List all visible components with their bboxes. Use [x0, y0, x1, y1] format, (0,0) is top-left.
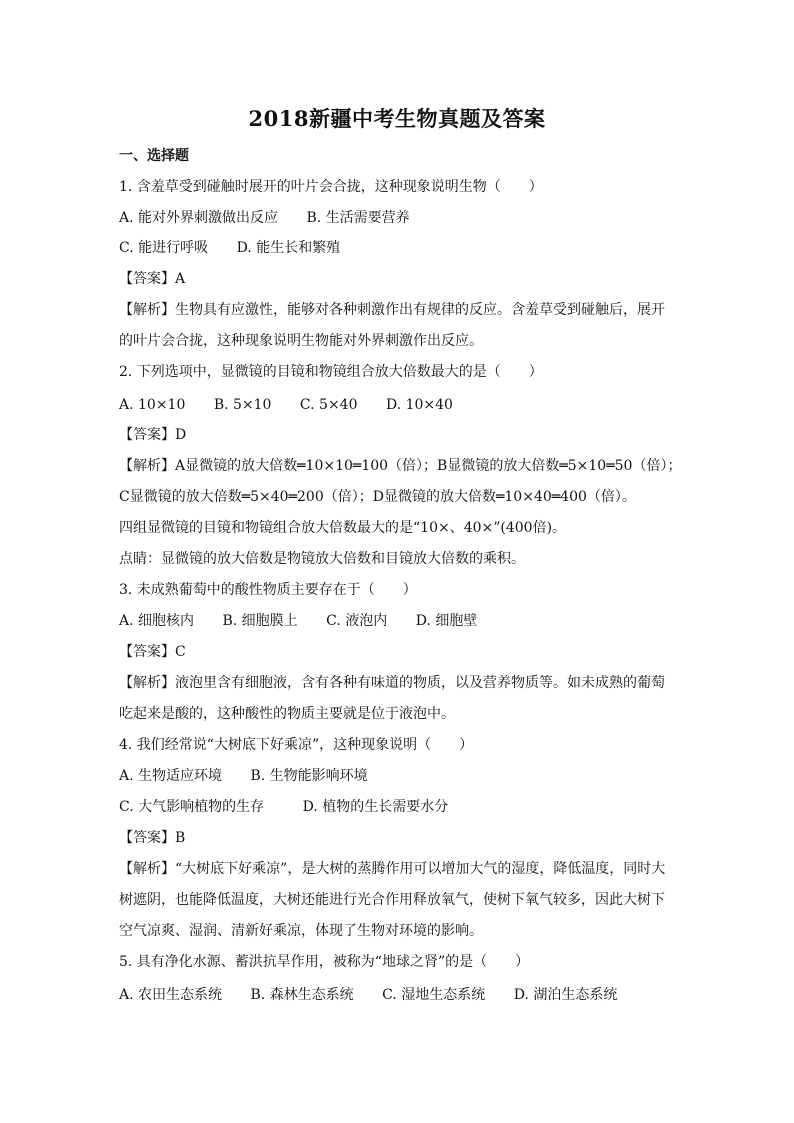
q1-option-d: D. 能生长和繁殖: [236, 240, 341, 256]
q1-option-b: B. 生活需要营养: [306, 210, 410, 226]
q2-option-a: A. 10×10: [119, 397, 186, 413]
q2-option-b: B. 5×10: [213, 397, 272, 413]
question-3-analysis-line-2: 吃起来是酸的，这种酸性的物质主要就是位于液泡中。: [119, 706, 455, 722]
question-1-analysis-line-1: 【解析】生物具有应激性，能够对各种刺激作出有规律的反应。含羞草受到碰触后，展开: [119, 302, 665, 318]
q2-option-c: C. 5×40: [299, 397, 358, 413]
q4-option-b: B. 生物能影响环境: [250, 768, 368, 784]
q3-option-d: D. 细胞壁: [415, 613, 478, 629]
question-3: 3. 未成熟葡萄中的酸性物质主要存在于（ ）: [119, 582, 417, 598]
q4-option-c: C. 大气影响植物的生存: [119, 799, 265, 815]
question-3-analysis-line-1: 【解析】液泡里含有细胞液，含有各种有味道的物质，以及营养物质等。如未成熟的葡萄: [119, 675, 665, 691]
question-1-analysis-line-2: 的叶片会合拢，这种现象说明生物能对外界刺激作出反应。: [119, 333, 483, 349]
question-4-analysis-line-3: 空气凉爽、湿润、清新好乘凉，体现了生物对环境的影响。: [119, 923, 483, 939]
question-5-options: [119, 985, 617, 1005]
question-2-analysis-line-3: 四组显微镜的目镜和物镜组合放大倍数最大的是“10×、40×”(400倍)。: [119, 520, 567, 536]
question-4-options-ab: [119, 766, 368, 786]
question-1-answer: 【答案】A: [119, 271, 186, 287]
question-4-answer: 【答案】B: [119, 830, 186, 846]
q5-option-b: B. 森林生态系统: [250, 987, 354, 1003]
question-2-analysis-line-4: 点睛：显微镜的放大倍数是物镜放大倍数和目镜放大倍数的乘积。: [119, 551, 525, 567]
question-4-analysis-line-1: 【解析】“大树底下好乘凉”，是大树的蒸腾作用可以增加大气的湿度，降低温度，同时大: [119, 861, 666, 877]
q5-option-d: D. 湖泊生态系统: [513, 987, 618, 1003]
question-4-analysis-line-2: 树遮阴，也能降低温度，大树还能进行光合作用释放氧气，使树下氧气较多，因此大树下: [119, 892, 665, 908]
question-5: 5. 具有净化水源、蓄洪抗旱作用，被称为“地球之肾”的是（ ）: [119, 954, 530, 970]
question-3-options: [119, 611, 477, 631]
q4-option-a: A. 生物适应环境: [119, 768, 223, 784]
q3-option-a: A. 细胞核内: [119, 613, 195, 629]
q1-option-c: C. 能进行呼吸: [119, 240, 209, 256]
question-2-options: [119, 395, 453, 415]
q3-option-b: B. 细胞膜上: [222, 613, 298, 629]
page-title: 2018新疆中考生物真题及答案: [248, 106, 546, 131]
question-1-options-cd: [119, 238, 340, 258]
question-2: 2. 下列选项中，显微镜的目镜和物镜组合放大倍数最大的是（ ）: [119, 364, 543, 380]
question-4: 4. 我们经常说“大树底下好乘凉”，这种现象说明（ ）: [119, 737, 474, 753]
question-1: 1. 含羞草受到碰触时展开的叶片会合拢，这种现象说明生物（ ）: [119, 179, 543, 195]
question-2-analysis-line-1: 【解析】A显微镜的放大倍数═10×10═100（倍）；B显微镜的放大倍数═5×10═50（倍）；: [119, 458, 682, 474]
q5-option-c: C. 湿地生态系统: [382, 987, 486, 1003]
question-2-answer: 【答案】D: [119, 427, 187, 443]
q4-option-d: D. 植物的生长需要水分: [302, 799, 449, 815]
question-2-analysis-line-2: C显微镜的放大倍数═5×40═200（倍）；D显微镜的放大倍数═10×40═400（倍）。: [119, 489, 636, 505]
q1-option-a: A. 能对外界刺激做出反应: [119, 210, 279, 226]
question-3-answer: 【答案】C: [119, 644, 186, 660]
question-1-options-ab: [119, 208, 410, 228]
q5-option-a: A. 农田生态系统: [119, 987, 223, 1003]
q2-option-d: D. 10×40: [385, 397, 453, 413]
section-heading: 一、选择题: [119, 148, 189, 164]
q3-option-c: C. 液泡内: [326, 613, 388, 629]
question-4-options-cd: [119, 797, 448, 817]
